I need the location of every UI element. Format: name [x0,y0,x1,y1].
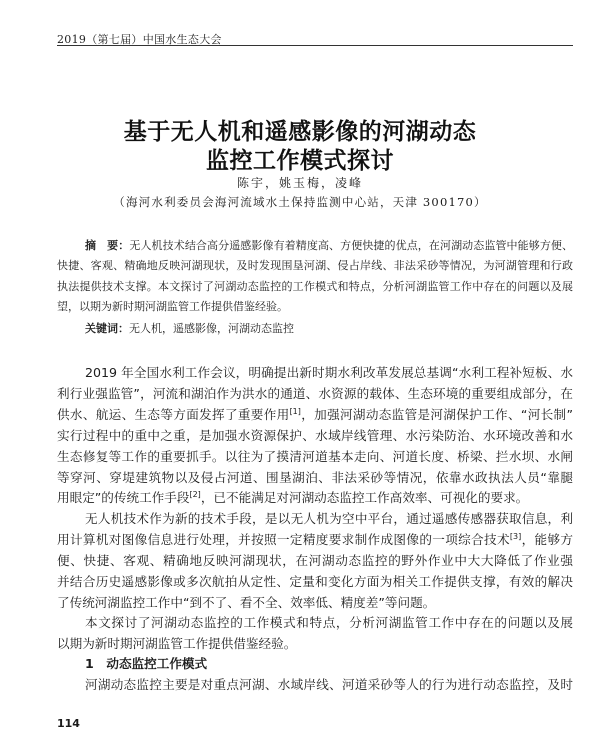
body-line: 以期为新时期河湖监管工作提供借鉴经验。 [57,636,297,651]
section-heading [85,656,573,672]
body-line: 利行业强监管”，河流和湖泊作为洪水的通道、水资源的载体、生态环境的重要组成部分，在 [57,386,573,401]
abstract-line: 望，以期为新时期河湖监管工作提供借鉴经验。 [57,300,288,313]
body-line: 便、快捷、客观、精确地反映河湖现状，在河湖动态监控的野外作业中大大降低了作业强 [57,553,573,568]
body-line: 实行过程中的重中之重，是加强水资源保护、水域岸线管理、水污染防治、水环境改善和水 [57,428,573,443]
body-line: 供水、航运、生态等方面发挥了重要作用[1]，加强河湖动态监管是河湖保护工作、“河长制” [57,407,573,422]
citation: [3] [509,532,522,541]
affiliation: （海河水利委员会海河流域水土保持监测中心站，天津 300170） [113,195,487,209]
keywords-label: 关键词： [85,322,129,335]
header-rule [57,45,573,46]
section-number: 1 [85,656,94,671]
body-line: 本文探讨了河湖动态监控的工作模式和特点，分析河湖监管工作中存在的问题以及展 [85,615,573,630]
keywords-text: 无人机，遥感影像，河湖动态监控 [129,322,294,335]
body-line: 无人机技术作为新的技术手段，是以无人机为空中平台，通过遥感传感器获取信息，利 [85,511,573,526]
section-title: 动态监控工作模式 [106,656,208,671]
paper-title-line-1: 基于无人机和遥感影像的河湖动态 [123,118,477,145]
body-line: 生态修复等工作的重要抓手。以往为了摸清河道基本走向、河道长度、桥梁、拦水坝、水闸 [57,449,573,464]
body-line: 用计算机对图像信息进行处理，并按照一定精度要求制作成图像的一项综合技术[3]，能够方 [57,532,573,547]
abstract-label: 摘 要： [85,239,130,252]
body-line: 等穿河、穿堤建筑物以及侵占河道、围垦湖泊、非法采砂等情况，依靠水政执法人员“靠腿 [57,470,573,485]
running-header: 2019（第七届）中国水生态大会 [57,33,222,46]
body-line: 2019 年全国水利工作会议，明确提出新时期水利改革发展总基调“水利工程补短板、水 [85,365,573,380]
body-line: 了传统河湖监控工作中“到不了、看不全、效率低、精度差”等问题。 [57,595,436,610]
abstract-line: 快捷、客观、精确地反映河湖现状，及时发现围垦河湖、侵占岸线、非法采砂等情况，为河湖管理和行政 [57,259,573,272]
abstract-line: 摘 要：无人机技术结合高分遥感影像有着精度高、方便快捷的优点，在河湖动态监管中能够方便、 [85,239,573,252]
body-line: 用眼定”的传统工作手段[2]，已不能满足对河湖动态监控工作高效率、可视化的要求。 [57,489,529,505]
abstract-line: 执法提供技术支撑。本文探讨了河湖动态监控的工作模式和特点，分析河湖监管工作中存在的问题以及展 [57,280,573,293]
citation: [2] [189,489,201,499]
paper-title-line-2: 监控工作模式探讨 [206,147,394,174]
keywords [85,322,573,336]
body-line: 河湖动态监控主要是对重点河湖、水域岸线、河道采砂等人的行为进行动态监控，及时 [85,677,573,692]
body-line: 并结合历史遥感影像或多次航拍从定性、定量和变化方面为相关工作提供支撑，有效的解决 [57,574,573,589]
citation: [1] [289,407,301,416]
authors: 陈宇，姚玉梅，凌峰 [236,176,363,190]
page-number: 114 [57,717,80,730]
